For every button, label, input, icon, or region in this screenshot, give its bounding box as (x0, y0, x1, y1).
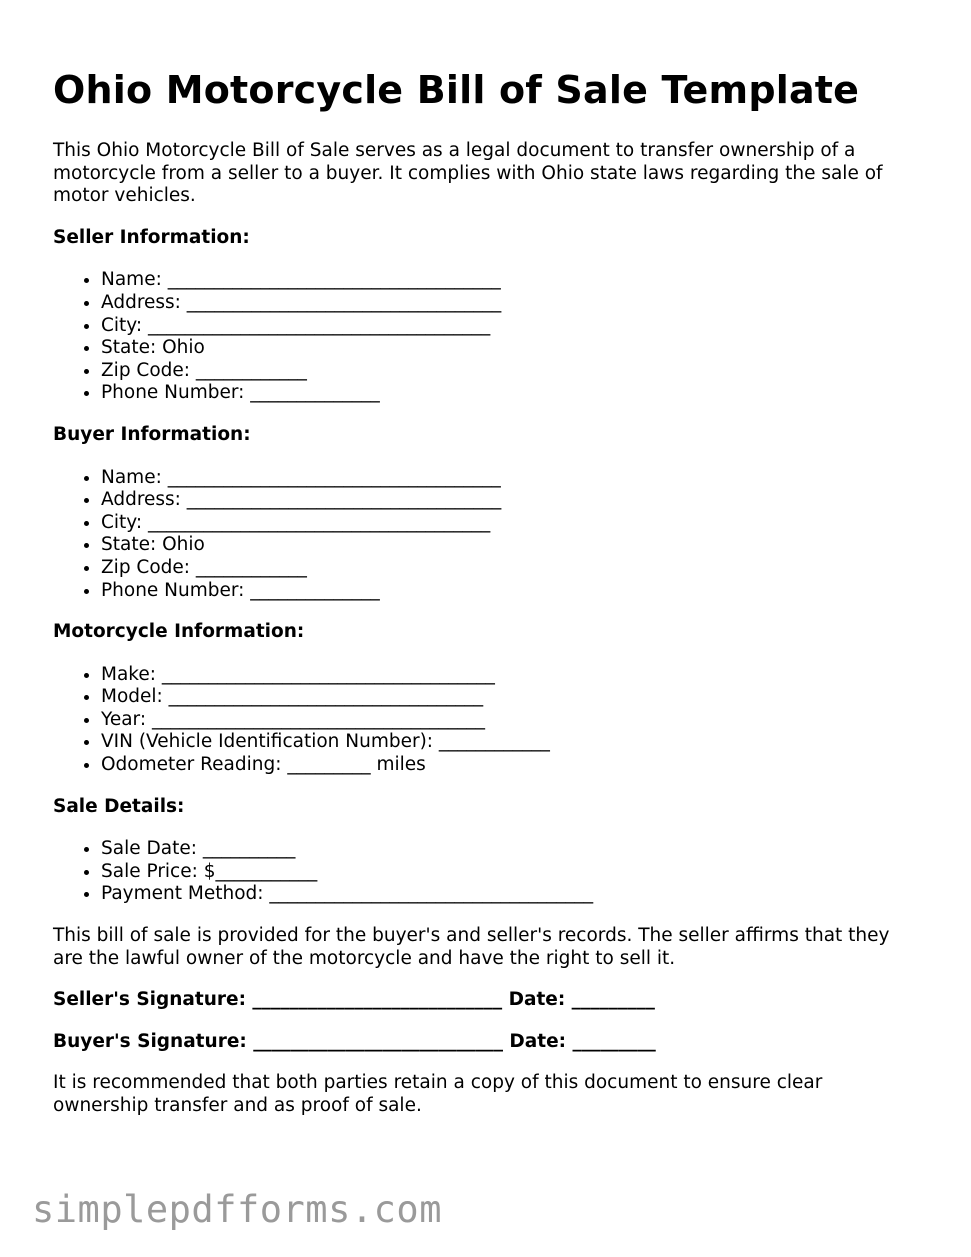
buyer-name-field[interactable]: • Name: ____________________________________ (101, 467, 923, 490)
sale-section-heading: Sale Details: (53, 795, 185, 817)
buyer-address-field[interactable]: • Address: __________________________________ (101, 489, 923, 512)
payment-method-field[interactable]: • Payment Method: ___________________________________ (101, 883, 923, 906)
seller-name-field[interactable]: • Name: ____________________________________ (101, 269, 923, 292)
seller-city-field[interactable]: • City: _____________________________________ (101, 315, 923, 338)
sale-price-field[interactable]: • Sale Price: $___________ (101, 861, 923, 884)
sale-details-list (53, 838, 923, 906)
seller-address-field[interactable]: • Address: __________________________________ (101, 292, 923, 315)
seller-state-field: • State: Ohio (101, 337, 923, 360)
seller-section-heading: Seller Information: (53, 226, 250, 248)
seller-info-list (53, 269, 923, 405)
document-title: Ohio Motorcycle Bill of Sale Template (53, 68, 860, 112)
document-page (53, 66, 923, 1137)
intro-paragraph: This Ohio Motorcycle Bill of Sale serves as a legal document to transfer ownership of a motorcycle from a seller to a buyer. It complies with Ohio state laws regarding the sale of motor vehicles. (53, 140, 883, 207)
buyer-signature-line[interactable]: Buyer's Signature: ___________________________ Date: _________ (53, 1030, 656, 1052)
buyer-state-field: • State: Ohio (101, 534, 923, 557)
model-field[interactable]: • Model: __________________________________ (101, 686, 923, 709)
motorcycle-section-heading: Motorcycle Information: (53, 621, 305, 643)
closing-paragraph: It is recommended that both parties retain a copy of this document to ensure clear ownership transfer and as proof of sale. (53, 1072, 823, 1116)
buyer-phone-field[interactable]: • Phone Number: ______________ (101, 580, 923, 603)
buyer-zip-field[interactable]: • Zip Code: ____________ (101, 557, 923, 580)
buyer-section-heading: Buyer Information: (53, 423, 251, 445)
vin-field[interactable]: • VIN (Vehicle Identification Number): ____________ (101, 731, 923, 754)
motorcycle-info-list (53, 664, 923, 777)
make-field[interactable]: • Make: ____________________________________ (101, 664, 923, 687)
seller-signature-line[interactable]: Seller's Signature: ___________________________ Date: _________ (53, 989, 655, 1011)
seller-phone-field[interactable]: • Phone Number: ______________ (101, 382, 923, 405)
buyer-city-field[interactable]: • City: _____________________________________ (101, 512, 923, 535)
watermark: simplepdfforms.com (32, 1188, 442, 1231)
seller-zip-field[interactable]: • Zip Code: ____________ (101, 360, 923, 383)
odometer-field[interactable]: • Odometer Reading: _________ miles (101, 754, 923, 777)
buyer-info-list (53, 467, 923, 603)
affirmation-paragraph: This bill of sale is provided for the buyer's and seller's records. The seller affirms that they are the lawful owner of the motorcycle and have the right to sell it. (53, 925, 890, 969)
year-field[interactable]: • Year: ____________________________________ (101, 709, 923, 732)
sale-date-field[interactable]: • Sale Date: __________ (101, 838, 923, 861)
